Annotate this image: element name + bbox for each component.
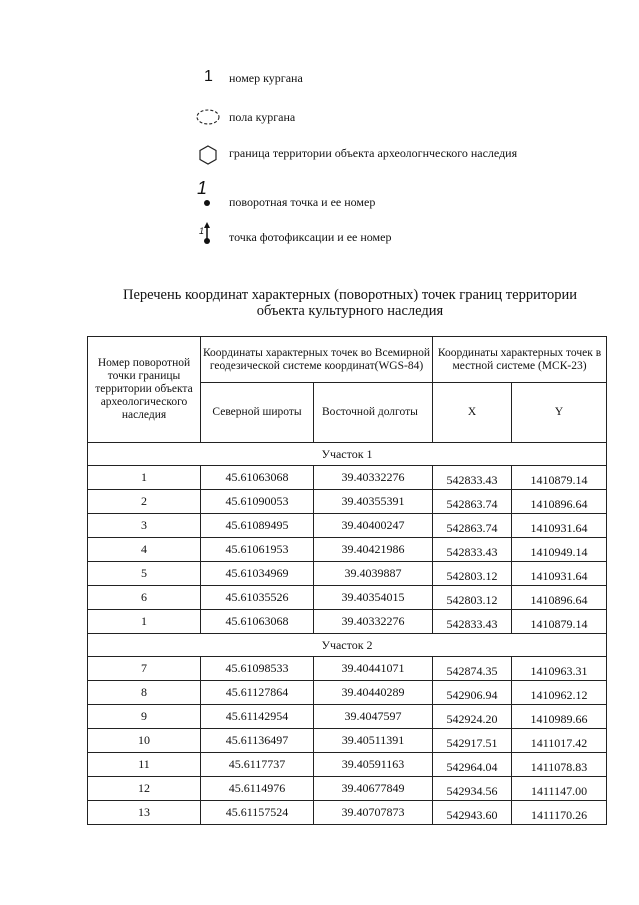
cell-latitude: 45.61090053 [201,490,314,514]
cell-longitude: 39.4039887 [314,562,433,586]
cell-number: 5 [88,562,201,586]
table-row [88,514,607,538]
cell-x: 542964.04 [433,753,512,777]
cell-y: 1410963.31 [512,657,607,681]
title-line-2: объекта культурного наследия [256,303,444,319]
cell-longitude: 39.40677849 [314,777,433,801]
table-row [88,729,607,753]
cell-x: 542803.12 [433,586,512,610]
dashed-ellipse-icon [195,110,223,134]
table-row [88,657,607,681]
cell-number: 3 [88,514,201,538]
cell-number: 7 [88,657,201,681]
turning-point-icon: 1 [195,195,223,219]
cell-x: 542833.43 [433,466,512,490]
cell-longitude: 39.40355391 [314,490,433,514]
cell-y: 1410931.64 [512,514,607,538]
cell-longitude: 39.40591163 [314,753,433,777]
cell-number: 10 [88,729,201,753]
cell-latitude: 45.61136497 [201,729,314,753]
cell-x: 542833.43 [433,538,512,562]
cell-number: 1 [88,610,201,634]
cell-y: 1410962.12 [512,681,607,705]
cell-y: 1410879.14 [512,610,607,634]
cell-x: 542924.20 [433,705,512,729]
cell-longitude: 39.40332276 [314,610,433,634]
section-title: Участок 1 [88,443,607,466]
hexagon-icon [195,146,223,170]
cell-latitude: 45.61142954 [201,705,314,729]
document-title [60,287,639,319]
cell-latitude: 45.61127864 [201,681,314,705]
cell-y: 1410931.64 [512,562,607,586]
table-row [88,466,607,490]
cell-y: 1411170.26 [512,801,607,825]
section-row [88,634,607,657]
cell-longitude: 39.40400247 [314,514,433,538]
cell-x: 542943.60 [433,801,512,825]
header-wgs-group: Координаты характерных точек во Всемирной геодезической системе координат(WGS-84) [201,337,433,383]
cell-latitude: 45.61089495 [201,514,314,538]
title-line-1: Перечень координат характерных (поворотных) точек границ территории [122,287,578,303]
cell-number: 9 [88,705,201,729]
table-row [88,681,607,705]
table-row [88,705,607,729]
cell-x: 542863.74 [433,490,512,514]
cell-x: 542803.12 [433,562,512,586]
cell-latitude: 45.61098533 [201,657,314,681]
cell-longitude: 39.40421986 [314,538,433,562]
cell-number: 12 [88,777,201,801]
cell-y: 1410949.14 [512,538,607,562]
cell-y: 1410879.14 [512,466,607,490]
cell-latitude: 45.61034969 [201,562,314,586]
cell-longitude: 39.40332276 [314,466,433,490]
cell-longitude: 39.40511391 [314,729,433,753]
header-y: Y [512,383,607,443]
header-point-number: Номер поворотной точки границы территории объекта археологического наследия [88,337,201,443]
header-x: X [433,383,512,443]
cell-longitude: 39.40440289 [314,681,433,705]
table-row [88,801,607,825]
cell-latitude: 45.6114976 [201,777,314,801]
cell-longitude: 39.4047597 [314,705,433,729]
cell-longitude: 39.40441071 [314,657,433,681]
cell-latitude: 45.61061953 [201,538,314,562]
cell-x: 542863.74 [433,514,512,538]
table-row [88,562,607,586]
coordinates-table [87,336,607,825]
cell-number: 8 [88,681,201,705]
section-row [88,443,607,466]
cell-y: 1410896.64 [512,586,607,610]
cell-number: 1 [88,466,201,490]
cell-latitude: 45.61063068 [201,610,314,634]
cell-y: 1410896.64 [512,490,607,514]
mound-number-icon: 1 [204,68,213,85]
cell-x: 542917.51 [433,729,512,753]
cell-latitude: 45.6117737 [201,753,314,777]
cell-number: 2 [88,490,201,514]
cell-number: 6 [88,586,201,610]
cell-latitude: 45.61063068 [201,466,314,490]
header-msk-group: Координаты характерных точек в местной системе (МСК-23) [433,337,607,383]
cell-longitude: 39.40707873 [314,801,433,825]
cell-y: 1410989.66 [512,705,607,729]
section-title: Участок 2 [88,634,607,657]
cell-number: 13 [88,801,201,825]
cell-x: 542874.35 [433,657,512,681]
cell-y: 1411078.83 [512,753,607,777]
table-row [88,538,607,562]
cell-latitude: 45.61157524 [201,801,314,825]
cell-x: 542833.43 [433,610,512,634]
table-row [88,586,607,610]
photo-point-icon: 1 [195,230,223,254]
table-row [88,610,607,634]
table-row [88,777,607,801]
cell-x: 542906.94 [433,681,512,705]
cell-x: 542934.56 [433,777,512,801]
table-row [88,490,607,514]
cell-y: 1411017.42 [512,729,607,753]
cell-latitude: 45.61035526 [201,586,314,610]
cell-number: 4 [88,538,201,562]
header-north-latitude: Северной широты [201,383,314,443]
cell-y: 1411147.00 [512,777,607,801]
cell-longitude: 39.40354015 [314,586,433,610]
cell-number: 11 [88,753,201,777]
header-east-longitude: Восточной долготы [314,383,433,443]
table-row [88,753,607,777]
